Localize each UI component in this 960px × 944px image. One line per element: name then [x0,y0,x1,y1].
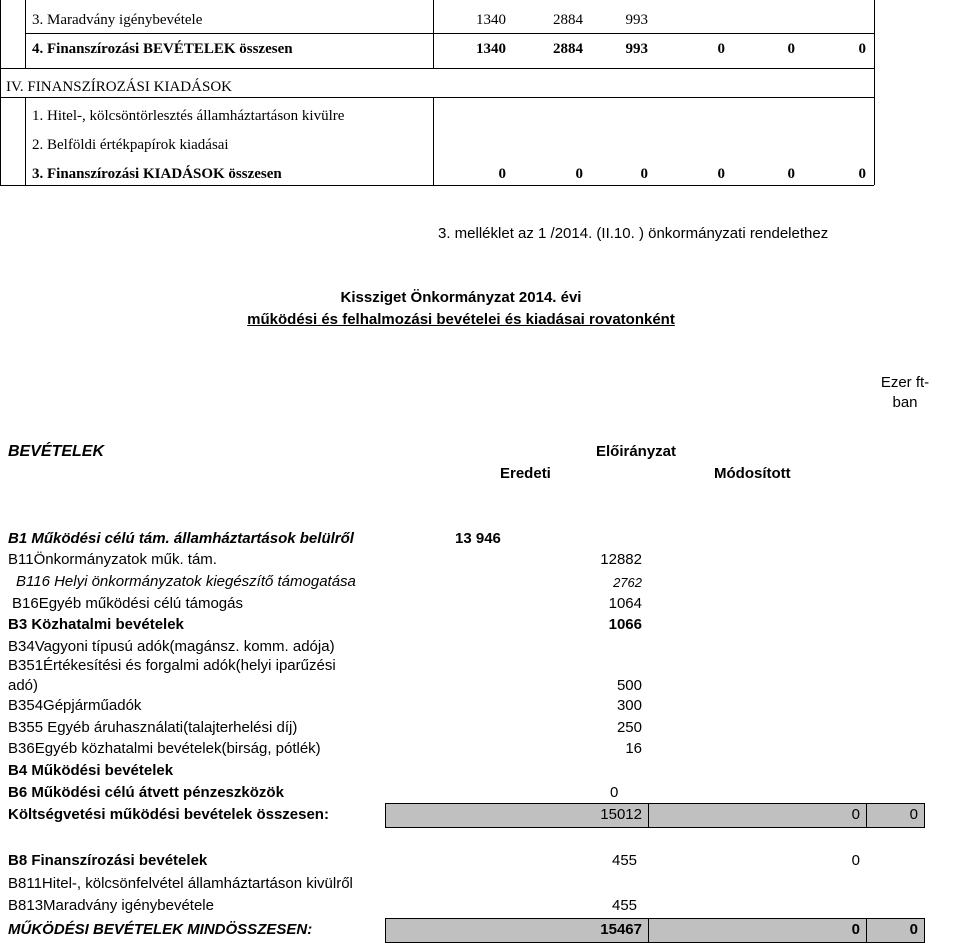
table-cell: 0 [610,784,619,801]
table-cell: 300 [616,697,642,714]
table-row-label: B811Hitel-, kölcsönfelvétel államháztartáson kivülről [8,875,353,892]
table-row-label: 3. Finanszírozási KIADÁSOK összesen [32,166,282,182]
table-row-label: B3 Közhatalmi bevételek [8,616,184,633]
column-header-original: Eredeti [500,465,551,482]
table-cell: 2884 [553,12,583,28]
table-row-label: B6 Működési célú átvett pénzeszközök [8,784,284,801]
table-cell: 0 [858,41,866,57]
table-row-label: B1 Működési célú tám. államháztartások belülről [8,530,354,547]
table-row-label: B355 Egyéb áruhasználati(talajterhelési díj) [8,719,298,736]
table-cell: 1064 [608,595,642,612]
table-cell: 0 [575,166,583,182]
table-cell: 0 [851,806,860,823]
table-cell: 12882 [600,551,642,568]
table-cell: 2884 [553,41,583,57]
table-cell: 250 [616,719,642,736]
table-row-label: B11Önkormányzatok műk. tám. [8,551,217,568]
grand-total-label: MŰKÖDÉSI BEVÉTELEK MINDÖSSZESEN: [8,921,313,938]
table-cell: 0 [851,921,860,938]
table-row-label: adó) [8,677,39,694]
table-row-label: B8 Finanszírozási bevételek [8,852,208,869]
table-cell: 0 [717,166,725,182]
table-row-label: B354Gépjárműadók [8,697,142,714]
table-cell: 993 [625,12,648,28]
table-cell: 0 [851,852,860,869]
table-cell: 0 [640,166,648,182]
table-cell: 0 [498,166,506,182]
table-cell: 455 [612,852,638,869]
page-title: Kissziget Önkormányzat 2014. évi [340,289,582,306]
table-row-label: B351Értékesítési és forgalmi adók(helyi iparűzési [8,657,336,674]
table-cell: 0 [787,41,795,57]
page-subtitle: működési és felhalmozási bevételei és kiadásai rovatonként [247,311,675,328]
table-row-label: B34Vagyoni típusú adók(magánsz. komm. adója) [8,638,335,655]
table-cell: 15012 [600,806,642,823]
table-cell: 1066 [608,616,642,633]
table-row-label: B36Egyéb közhatalmi bevételek(birság, pótlék) [8,740,321,757]
annex-reference: 3. melléklet az 1 /2014. (II.10. ) önkormányzati rendelethez [438,225,829,242]
table-cell: 0 [787,166,795,182]
table-cell: 1340 [476,12,506,28]
table-cell: 0 [858,166,866,182]
table-row-label: 2. Belföldi értékpapírok kiadásai [32,137,229,153]
table-row-label: B116 Helyi önkormányzatok kiegészítő támogatása [16,573,356,590]
table-row-label: B813Maradvány igénybevétele [8,897,214,914]
unit-label: Ezer ft- [880,374,930,391]
section-heading: IV. FINANSZÍROZÁSI KIADÁSOK [6,79,232,95]
table-row-label: B16Egyéb működési célú támogás [12,595,243,612]
table-cell: 15467 [600,921,642,938]
unit-label: ban [892,394,918,411]
table-cell: 0 [909,921,918,938]
section-heading: BEVÉTELEK [8,443,105,460]
table-cell: 2762 [613,575,642,590]
column-group-header: Előirányzat [596,443,677,460]
table-cell: 16 [625,740,642,757]
table-cell: 0 [909,806,918,823]
table-cell: 500 [616,677,642,694]
table-row-label: 4. Finanszírozási BEVÉTELEK összesen [32,41,293,57]
table-cell: 0 [717,41,725,57]
table-cell: 1340 [476,41,506,57]
table-row-label: 3. Maradvány igénybevétele [32,12,203,28]
table-cell: 455 [612,897,638,914]
table-row-label: Költségvetési működési bevételek összesen: [8,806,329,823]
table-cell: 993 [625,41,648,57]
table-cell: 13 946 [455,530,501,547]
table-row-label: B4 Működési bevételek [8,762,174,779]
column-header-modified: Módosított [714,465,791,482]
table-row-label: 1. Hitel-, kölcsöntörlesztés államháztartáson kivülre [32,108,345,124]
